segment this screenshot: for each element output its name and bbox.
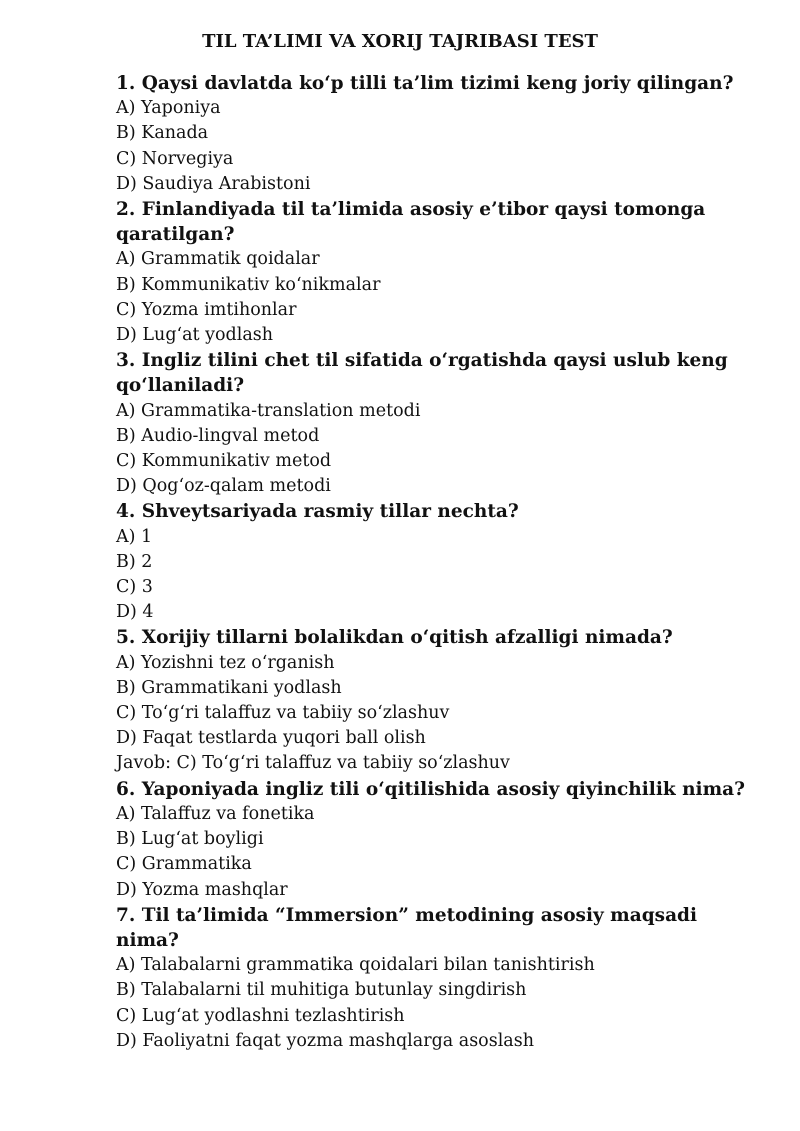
option-d: D) Faqat testlarda yuqori ball olish <box>116 728 426 749</box>
option-list <box>116 525 766 626</box>
option-a: A) 1 <box>116 526 153 547</box>
question-text: 7. Til ta’limida “Immersion” metodining asosiy maqsadi nima? <box>116 904 698 951</box>
option-list <box>116 802 766 903</box>
option-b: B) Grammatikani yodlash <box>116 677 342 698</box>
option-c: C) Yozma imtihonlar <box>116 299 297 320</box>
option-b: B) Talabalarni til muhitiga butunlay singdirish <box>116 980 527 1001</box>
option-a: A) Grammatik qoidalar <box>116 249 320 270</box>
option-c: C) Lug‘at yodlashni tezlashtirish <box>116 1005 405 1026</box>
option-b: B) Lug‘at boyligi <box>116 829 264 850</box>
question-6 <box>116 777 766 903</box>
option-list <box>116 651 766 752</box>
option-b: B) 2 <box>116 551 153 572</box>
option-b: B) Kommunikativ ko‘nikmalar <box>116 274 381 295</box>
option-b: B) Kanada <box>116 123 209 144</box>
question-2 <box>116 197 766 348</box>
question-5 <box>116 625 766 776</box>
option-d: D) Saudiya Arabistoni <box>116 173 311 194</box>
question-text: 5. Xorijiy tillarni bolalikdan o‘qitish afzalligi nimada? <box>116 627 673 649</box>
question-list <box>116 71 766 1054</box>
option-list <box>116 399 766 500</box>
option-a: A) Grammatika-translation metodi <box>116 400 421 421</box>
option-c: C) 3 <box>116 577 153 598</box>
question-text: 4. Shveytsariyada rasmiy tillar nechta? <box>116 501 519 523</box>
answer-text: Javob: C) To‘g‘ri talaffuz va tabiiy so‘zlashuv <box>116 753 510 774</box>
document-title: TIL TA’LIMI VA XORIJ TAJRIBASI TEST <box>202 31 598 52</box>
option-c: C) To‘g‘ri talaffuz va tabiiy so‘zlashuv <box>116 703 450 724</box>
question-4 <box>116 499 766 625</box>
option-d: D) 4 <box>116 602 154 623</box>
option-c: C) Kommunikativ metod <box>116 451 332 472</box>
question-text: 2. Finlandiyada til ta’limida asosiy e’tibor qaysi tomonga qaratilgan? <box>116 199 706 246</box>
question-text: 3. Ingliz tilini chet til sifatida o‘rgatishda qaysi uslub keng qo‘llaniladi? <box>116 350 728 397</box>
option-d: D) Faoliyatni faqat yozma mashqlarga asoslash <box>116 1030 534 1051</box>
option-a: A) Talaffuz va fonetika <box>116 803 315 824</box>
option-list <box>116 96 766 197</box>
option-a: A) Yozishni tez o‘rganish <box>116 652 335 673</box>
question-3 <box>116 348 766 499</box>
question-7 <box>116 903 766 1054</box>
option-list <box>116 247 766 348</box>
option-a: A) Yaponiya <box>116 98 221 119</box>
option-a: A) Talabalarni grammatika qoidalari bilan tanishtirish <box>116 955 595 976</box>
question-text: 1. Qaysi davlatda ko‘p tilli ta’lim tizimi keng joriy qilingan? <box>116 73 734 94</box>
option-d: D) Qog‘oz-qalam metodi <box>116 476 331 497</box>
option-c: C) Norvegiya <box>116 148 234 169</box>
question-1 <box>116 71 766 197</box>
option-d: D) Yozma mashqlar <box>116 879 288 900</box>
option-list <box>116 953 766 1054</box>
question-text: 6. Yaponiyada ingliz tili o‘qitilishida asosiy qiyinchilik nima? <box>116 778 745 800</box>
option-c: C) Grammatika <box>116 854 252 875</box>
option-b: B) Audio-lingval metod <box>116 425 320 446</box>
option-d: D) Lug‘at yodlash <box>116 325 274 346</box>
